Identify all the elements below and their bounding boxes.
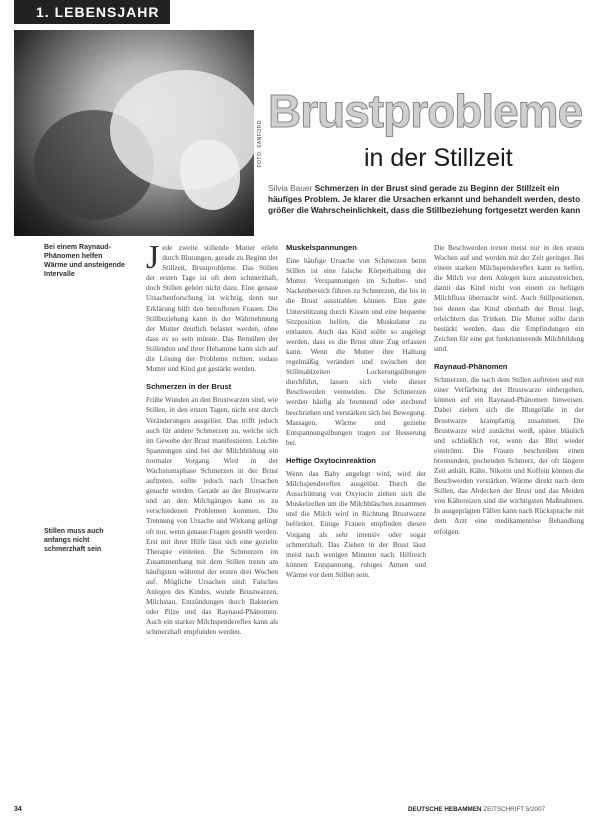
drop-cap: J [146, 239, 160, 276]
intro-text: Schmerzen in der Brust sind gerade zu Beginn der Stillzeit ein häufiges Problem. Je klarer die Ursachen erkannt und behandelt werden, desto größer die Wahrscheinlichkeit, dass die Stillbeziehung fortgesetzt werden kann [268, 183, 581, 216]
section-tab: 1. LEBENSJAHR [14, 0, 170, 24]
article-intro [268, 183, 588, 217]
sidebar-caption-raynaud: Bei einem Raynaud-Phänomen helfen Wärme und ansteigende Intervalle [44, 244, 125, 278]
lead-paragraph: ede zweite stillende Mutter erlebt durch Blutungen, gerade zu Beginn der Stillzeit, Brustprobleme. Das Stillen der ersten Tage ist oft dem schmerzhaft, doch Stillen gehört nicht dazu. Eine genaue Ursachenforschung ist wichtig, denn nur Erklärung hilft den betroffenen Frauen. Die Stillbeziehung kann in der Wahrnehmung der Mutter deutlich belastet werden, ohne dass es so sein müsste. Das Bemühen der Stillenden und ihrer Hebamme kann sich auf die Lösung der Probleme richten, sodass Mutter und Kind gut gestärkt werden. [146, 243, 278, 374]
paragraph: Die Beschwerden treten meist nur in den ersten Wochen auf und werden mit der Zeit geringer. Bei einem starken Milchspendereflex kann es helfen, die Milch vor dem Anlegen kurz auszustreichen, damit das Kind nicht von einem zu heftigen Milchfluss überrascht wird. Auch Stillpositionen, bei denen das Kind oberhalb der Brust liegt, erleichtern das Trinken. Die Mutter sollte darin bestärkt werden, dass die Empfindungen ein Zeichen für eine gut funktionierende Milchbildung sind. [434, 243, 584, 353]
article-title: Brustprobleme [268, 85, 583, 137]
paragraph: Wenn das Baby angelegt wird, wird der Milchspendereflex ausgelöst. Durch die Ausschüttung von Oxytocin ziehen sich die Muskelzellen um die Milchbläschen zusammen und die Milch wird in Richtung Brustwarze befördert. Einige Frauen empfinden diesen Vorgang als sehr intensiv oder sogar schmerzhaft. Das Ziehen in der Brust lässt meist nach wenigen Minuten nach. Hilfreich können Entspannung, ruhiges Atmen und Wärme vor dem Stillen sein. [286, 468, 426, 579]
paragraph: Schmerzen, die nach dem Stillen auftreten und mit einer Verfärbung der Brustwarze einhergehen, können auf ein Raynaud-Phänomen hinweisen. Dabei ziehen sich die Blutgefäße in der Brustwarze krampfartig zusammen. Die Brustwarze wird zunächst weiß, später bläulich und schließlich rot, wenn das Blut wieder einströmt. Die Frauen beschreiben einen brennenden, pochenden Schmerz, der oft längere Zeit anhält. Kälte, Nikotin und Koffein können die Beschwerden verstärken. Wärme direkt nach dem Stillen, das Abdecken der Brust und das Meiden von Kältereizen sind die wichtigsten Maßnahmen. In ausgeprägten Fällen kann nach Rücksprache mit dem Arzt eine medikamentöse Behandlung erfolgen. [434, 375, 584, 536]
heading-oxytocinreaktion: Heftige Oxytocinreaktion [286, 455, 376, 465]
paragraph: Frühe Wunden an den Brustwarzen sind, wie Stillen, in den ersten Tagen, nicht erst durch Veränderungen ausgelöst. Das trifft jedoch auch für andere Schmerzen zu, welche sich im Gewebe der Brust manifestieren. Leichte Spannungen sind bei der Milchbildung ein normaler Vorgang. Wird in der Wachstumsphase Schmerzen in der Brust auftreten, sollte jedoch nach Ursachen gesucht werden. Gerade an der Brustwarze und an den Milchgängen kann es zu verschiedenen Problemen kommen. Die Trennung von Ursache und Wirkung gelingt oft nur, wenn genaue Fragen gestellt werden. Erst mit ihrer Hilfe lässt sich eine gezielte Therapie einleiten. Die Schmerzen im Zusammenhang mit dem Stillen treten am häufigsten während der ersten drei Wochen auf. Mögliche Ursachen sind: Falsches Anlegen des Kindes, wunde Brustwarzen, Milchstau, Entzündungen durch Bakterien oder Pilze und das Raynaud-Phänomen. Auch ein starker Milchspendereflex kann als schmerzhaft empfunden werden. [146, 395, 278, 637]
paragraph: Eine häufige Ursache von Schmerzen beim Stillen ist eine falsche Körperhaltung der Mutter. Verspannungen im Schulter- und Nackenbereich führen zu Schmerzen, die bis in die Brust ausstrahlen können. Eine gute Unterstützung durch Kissen und eine bequeme Sitzposition helfen, die Muskulatur zu entlasten. Auch das Kind sollte so angelegt werden, dass es die Brust ohne Zug erfassen kann. Wenn die Mutter ihre Haltung regelmäßig verändert und zwischen den Stillmahlzeiten Lockerungsübungen durchführt, lassen sich viele dieser Beschwerden vermeiden. Die Schmerzen werden häufig als brennend oder stechend beschrieben und verstärken sich bei Bewegung. Massagen, Wärme und gezielte Entspannungsübungen tragen zur Besserung bei. [286, 256, 426, 447]
heading-muskelspannungen: Muskelspannungen [286, 243, 357, 252]
page-number: 34 [14, 806, 22, 813]
article-subtitle: in der Stillzeit [364, 144, 513, 172]
breastfeeding-photo [14, 30, 254, 236]
heading-schmerzen: Schmerzen in der Brust [146, 382, 232, 392]
text-column-2 [286, 243, 426, 586]
author-name: Silvia Bauer [268, 183, 313, 193]
text-column-1 [146, 239, 278, 644]
heading-raynaud: Raynaud-Phänomen [434, 362, 508, 372]
sidebar-caption-stillen: Stillen muss auch anfangs nicht schmerzhaft sein [44, 528, 104, 553]
text-column-3 [434, 243, 584, 543]
photo-credit: FOTO: SANFORD [257, 120, 263, 168]
publication-name: DEUTSCHE HEBAMMEN ZEITSCHRIFT 5/2007 [408, 806, 546, 813]
